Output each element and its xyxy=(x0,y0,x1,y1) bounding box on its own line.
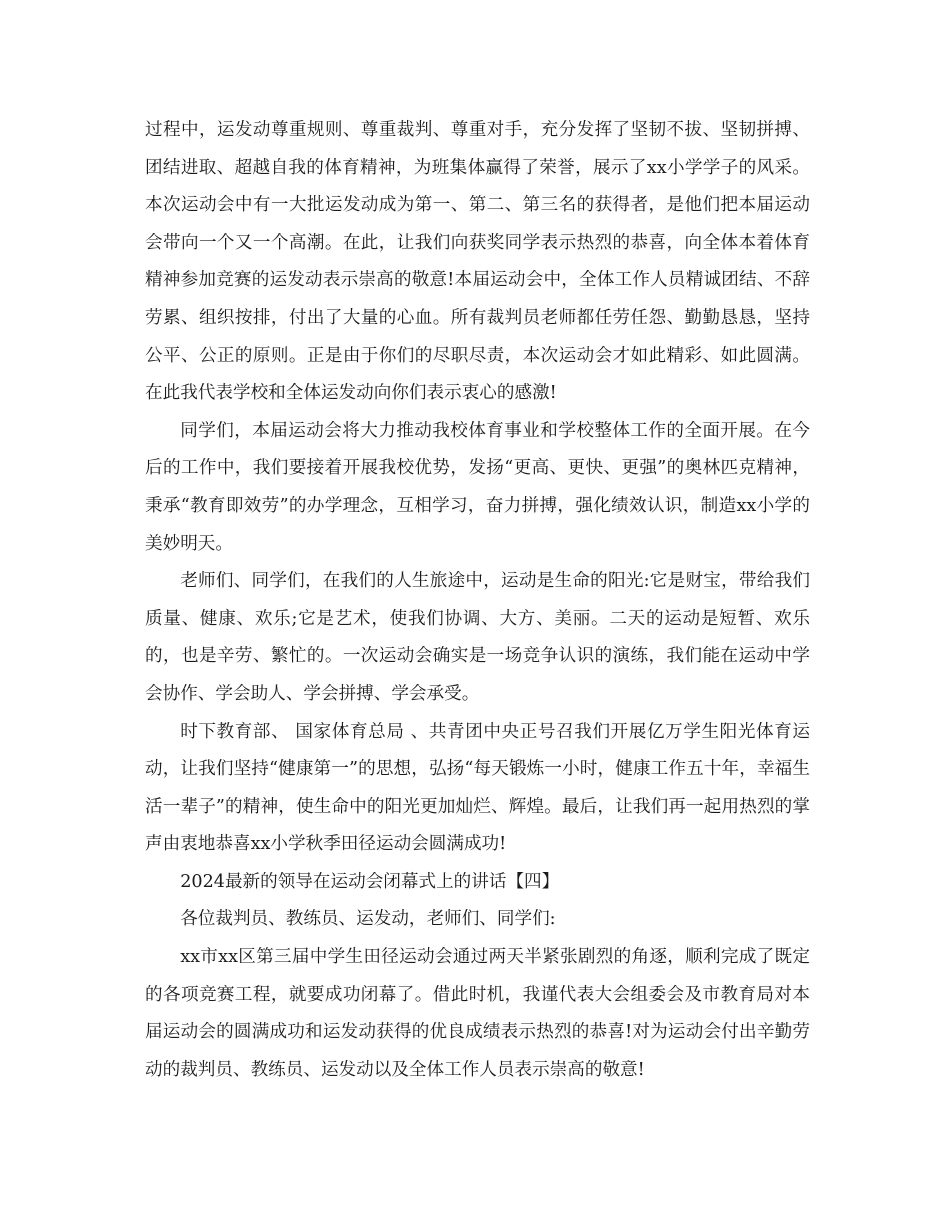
section-heading: 2024最新的领导在运动会闭幕式上的讲话【四】 xyxy=(180,871,560,892)
document-body xyxy=(145,112,810,1089)
paragraph-1: 过程中，运发动尊重规则、尊重裁判、尊重对手，充分发挥了坚韧不拔、坚韧拼搏、团结进取、超越自我的体育精神，为班集体赢得了荣誉，展示了xx小学学子的风采。本次运动会中有一大批运发动成为第一、第二、第三名的获得者，是他们把本届运动会带向一个又一个高潮。在此，让我们向获奖同学表示热烈的恭喜，向全体本着体育精神参加竞赛的运发动表示崇高的敬意!本届运动会中，全体工作人员精诚团结、不辞劳累、组织按排，付出了大量的心血。所有裁判员老师都任劳任怨、勤勤恳恳，坚持公平、公正的原则。正是由于你们的尽职尽责，本次运动会才如此精彩、如此圆满。在此我代表学校和全体运发动向你们表示衷心的感激! xyxy=(145,120,810,404)
paragraph-5: xx市xx区第三届中学生田径运动会通过两天半紧张剧烈的角逐，顺利完成了既定的各项竞赛工程，就要成功闭幕了。借此时机，我谨代表大会组委会及市教育局对本届运动会的圆满成功和运发动获得的优良成绩表示热烈的恭喜!对为运动会付出辛勤劳动的裁判员、教练员、运发动以及全体工作人员表示崇高的敬意! xyxy=(145,947,810,1080)
paragraph-3: 老师们、同学们，在我们的人生旅途中，运动是生命的阳光:它是财宝，带给我们质量、健康、欢乐;它是艺术，使我们协调、大方、美丽。二天的运动是短暂、欢乐的，也是辛劳、繁忙的。一次运动会确实是一场竞争认识的演练，我们能在运动中学会协作、学会助人、学会拼搏、学会承受。 xyxy=(145,571,810,704)
paragraph-2: 同学们，本届运动会将大力推动我校体育事业和学校整体工作的全面开展。在今后的工作中，我们要接着开展我校优势，发扬“更高、更快、更强”的奥林匹克精神，秉承“教育即效劳”的办学理念，互相学习，奋力拼搏，强化绩效认识，制造xx小学的美妙明天。 xyxy=(145,420,810,554)
paragraph-4: 时下教育部、 国家体育总局 、共青团中央正号召我们开展亿万学生阳光体育运动，让我们坚持“健康第一”的思想，弘扬“每天锻炼一小时，健康工作五十年，幸福生活一辈子”的精神，使生命中的阳光更加灿烂、辉煌。最后，让我们再一起用热烈的掌声由衷地恭喜xx小学秋季田径运动会圆满成功! xyxy=(145,721,810,855)
salutation: 各位裁判员、教练员、运发动，老师们、同学们: xyxy=(180,909,556,930)
